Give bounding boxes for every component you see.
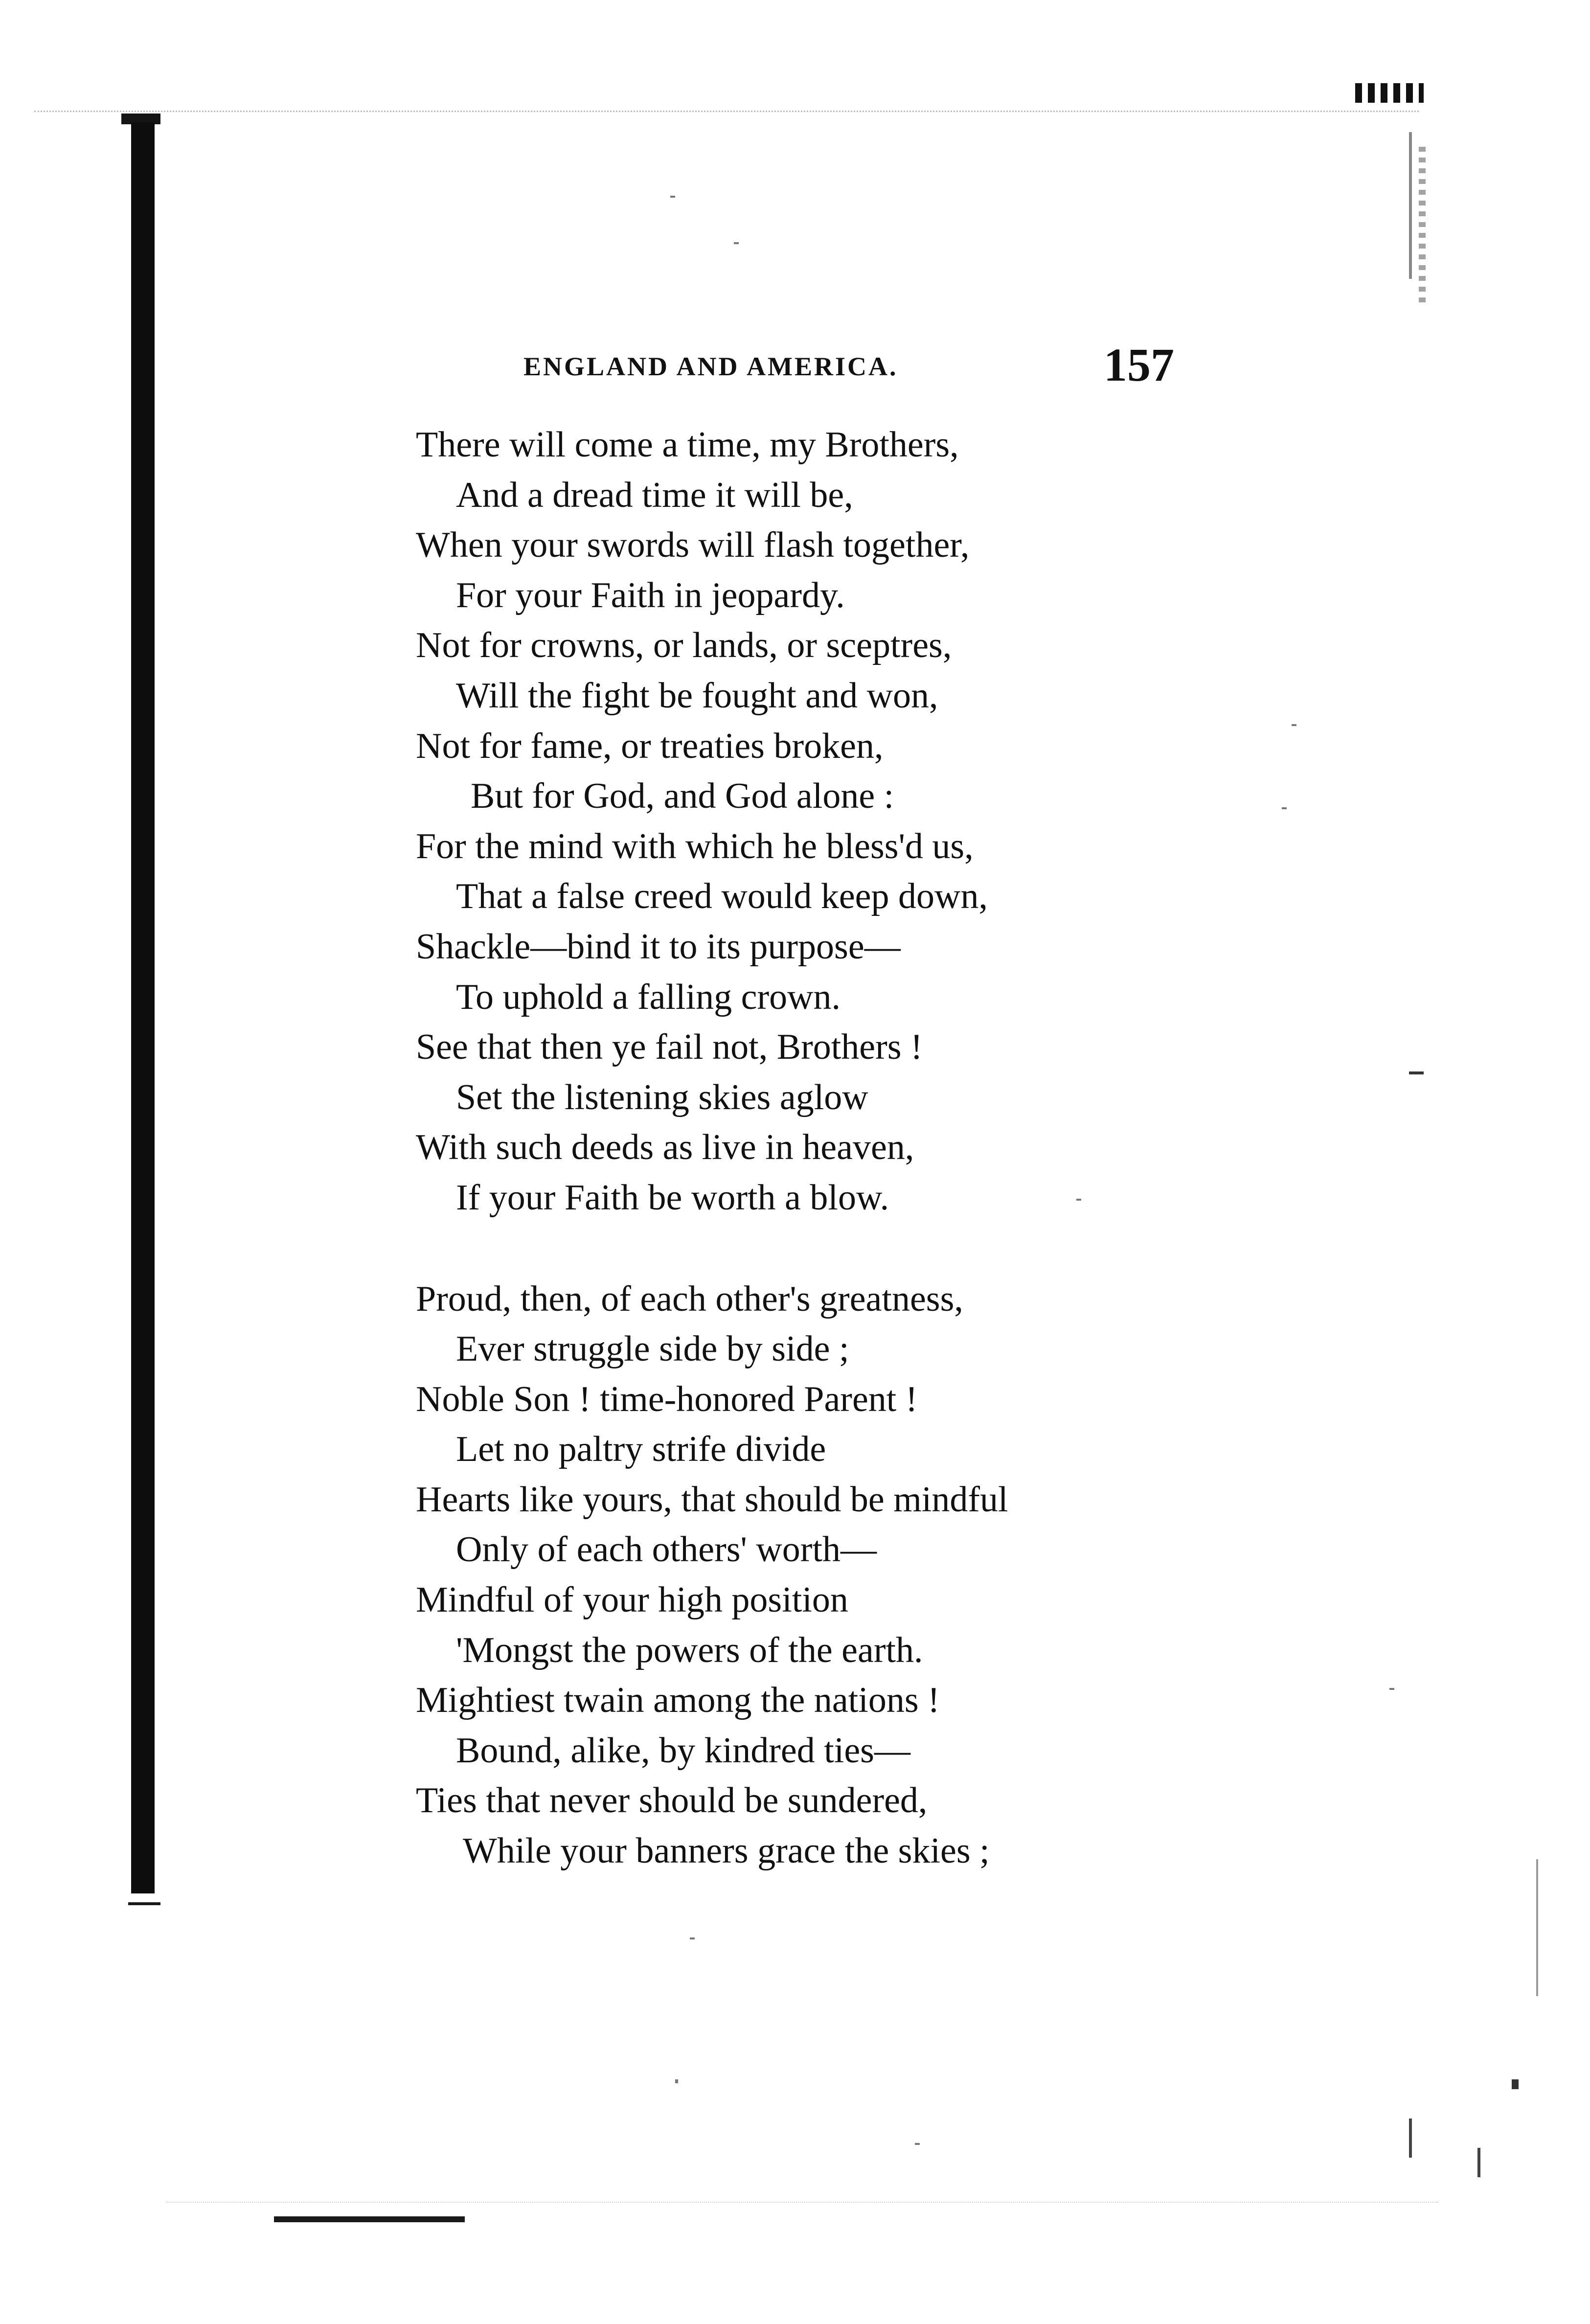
scan-bottom-rule	[274, 2216, 465, 2222]
binding-shadow-tick	[128, 1902, 160, 1905]
poem-line: Mindful of your high position	[416, 1580, 848, 1620]
poem-line: Only of each others' worth—	[456, 1529, 877, 1570]
poem-line: There will come a time, my Brothers,	[416, 425, 959, 465]
poem-line: See that then ye fail not, Brothers !	[416, 1027, 923, 1068]
poem-line: Mightiest twain among the nations !	[416, 1680, 940, 1721]
page-header	[523, 338, 1174, 391]
poem-body	[416, 420, 1125, 1876]
binding-shadow	[131, 122, 155, 1893]
page-number: 157	[1104, 339, 1174, 391]
scan-edge-line	[34, 111, 1419, 114]
poem-line: If your Faith be worth a blow.	[456, 1177, 889, 1218]
poem-line: Hearts like yours, that should be mindful	[416, 1479, 1008, 1520]
poem-line: Ever struggle side by side ;	[456, 1329, 849, 1369]
poem-line: To uphold a falling crown.	[456, 977, 841, 1017]
poem-line: Let no paltry strife divide	[456, 1429, 826, 1470]
scan-edge-marks	[1419, 147, 1426, 303]
running-head: ENGLAND AND AMERICA.	[523, 352, 898, 381]
scan-bottom-edge	[166, 2202, 1438, 2204]
poem-line: And a dread time it will be,	[456, 475, 853, 515]
poem-line: Noble Son ! time-honored Parent !	[416, 1379, 918, 1419]
poem-line: While your banners grace the skies ;	[463, 1831, 990, 1871]
scan-corner-marks	[1355, 83, 1424, 103]
poem-line: With such deeds as live in heaven,	[416, 1127, 914, 1168]
poem-line: But for God, and God alone :	[471, 776, 894, 817]
poem-line: That a false creed would keep down,	[456, 876, 988, 917]
stanza-2	[416, 1274, 1125, 1876]
poem-line: Will the fight be fought and won,	[456, 675, 938, 716]
poem-line: Proud, then, of each other's greatness,	[416, 1278, 963, 1319]
poem-line: Not for crowns, or lands, or sceptres,	[416, 625, 952, 666]
poem-line: Shackle—bind it to its purpose—	[416, 926, 901, 967]
poem-line: 'Mongst the powers of the earth.	[456, 1630, 923, 1670]
poem-line: When your swords will flash together,	[416, 525, 970, 566]
stanza-1	[416, 420, 1125, 1223]
poem-line: For your Faith in jeopardy.	[456, 575, 845, 615]
poem-line: Ties that never should be sundered,	[416, 1780, 928, 1821]
poem-line: Not for fame, or treaties broken,	[416, 726, 884, 766]
poem-line: Set the listening skies aglow	[456, 1077, 868, 1117]
poem-line: For the mind with which he bless'd us,	[416, 826, 974, 866]
poem-line: Bound, alike, by kindred ties—	[456, 1730, 910, 1771]
